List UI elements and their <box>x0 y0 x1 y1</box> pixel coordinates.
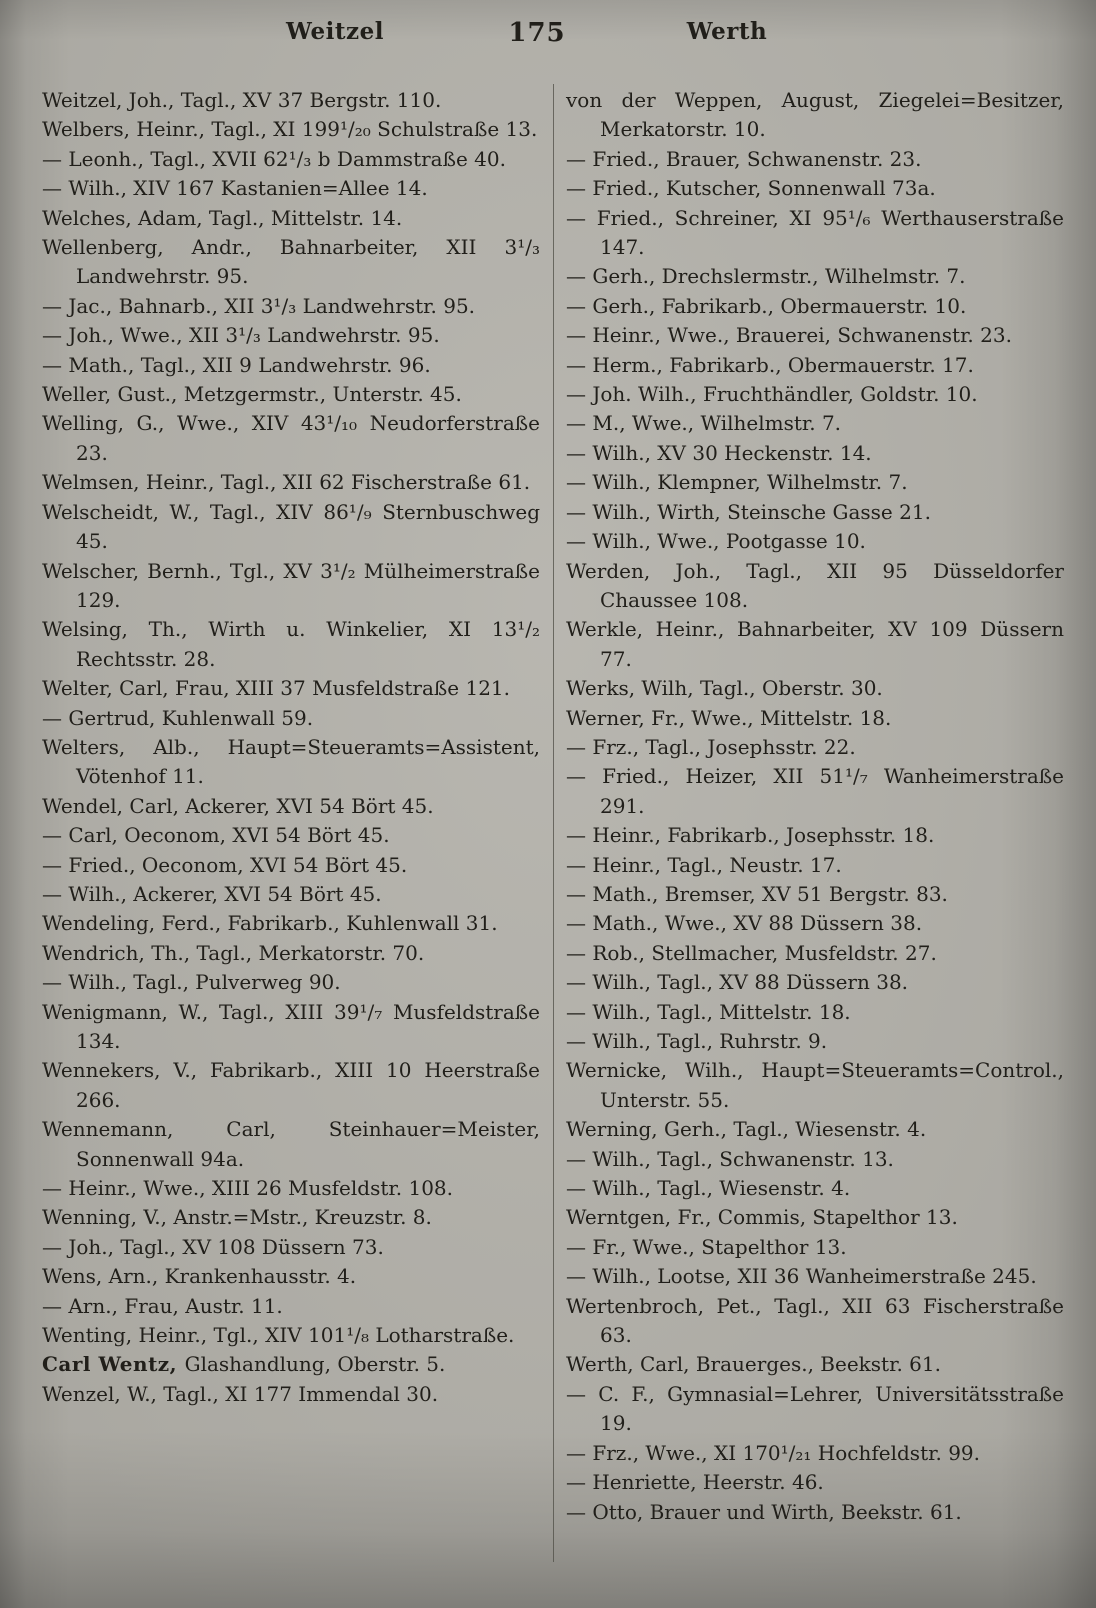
directory-entry: — Heinr., Fabrikarb., Josephsstr. 18. <box>566 823 935 848</box>
directory-entry: Werning, Gerh., Tagl., Wiesenstr. 4. <box>566 1117 927 1142</box>
directory-entry: — Fried., Oeconom, XVI 54 Bört 45. <box>42 852 408 877</box>
directory-entry: — Joh., Tagl., XV 108 Düssern 73. <box>42 1234 384 1259</box>
directory-entry: — Fried., Schreiner, XI 95¹/₆ Werthauserstraße 147. <box>566 205 1064 260</box>
directory-entry: — Otto, Brauer und Wirth, Beekstr. 61. <box>566 1499 962 1524</box>
directory-entry: — C. F., Gymnasial=Lehrer, Universitätsstraße 19. <box>566 1381 1064 1436</box>
right-column <box>566 86 1064 1527</box>
directory-entry: Werner, Fr., Wwe., Mittelstr. 18. <box>566 705 892 730</box>
directory-entry: Welter, Carl, Frau, XIII 37 Musfeldstraße 121. <box>42 676 510 701</box>
page-number: 175 <box>508 18 566 48</box>
directory-entry: Wendrich, Th., Tagl., Merkatorstr. 70. <box>42 940 425 965</box>
header-right-keyword: Werth <box>686 18 768 45</box>
directory-entry: Weitzel, Joh., Tagl., XV 37 Bergstr. 110. <box>42 88 442 112</box>
directory-entry: — Wilh., Wirth, Steinsche Gasse 21. <box>566 499 931 524</box>
directory-entry: Wenzel, W., Tagl., XI 177 Immendal 30. <box>42 1381 439 1406</box>
directory-entry: — Carl, Oeconom, XVI 54 Bört 45. <box>42 823 390 848</box>
directory-entry: — Wilh., Wwe., Pootgasse 10. <box>566 529 866 554</box>
directory-entry: — Wilh., Tagl., Pulverweg 90. <box>42 970 341 995</box>
directory-entry: — Fried., Kutscher, Sonnenwall 73a. <box>566 176 936 201</box>
directory-entry: — Wilh., Tagl., Ruhrstr. 9. <box>566 1029 828 1053</box>
directory-entry: Wellenberg, Andr., Bahnarbeiter, XII 3¹/₃ Landwehrstr. 95. <box>42 235 540 289</box>
directory-entry: Welscher, Bernh., Tgl., XV 3¹/₂ Mülheimerstraße 129. <box>42 558 540 612</box>
entry-highlight-name: Carl Wentz, <box>42 1352 185 1377</box>
directory-entry: Werks, Wilh, Tagl., Oberstr. 30. <box>566 676 883 701</box>
directory-entry: — Wilh., Ackerer, XVI 54 Bört 45. <box>42 881 382 906</box>
directory-entry: — Gerh., Drechslermstr., Wilhelmstr. 7. <box>566 264 966 289</box>
directory-entry: — Heinr., Wwe., Brauerei, Schwanenstr. 23. <box>566 323 1012 348</box>
directory-entry: — Herm., Fabrikarb., Obermauerstr. 17. <box>566 352 974 377</box>
directory-entry: — Wilh., Lootse, XII 36 Wanheimerstraße 245. <box>566 1264 1037 1289</box>
directory-entry: Welmsen, Heinr., Tagl., XII 62 Fischerstraße 61. <box>42 470 531 495</box>
directory-entry: Wertenbroch, Pet., Tagl., XII 63 Fischerstraße 63. <box>566 1293 1064 1348</box>
directory-entry: — Jac., Bahnarb., XII 3¹/₃ Landwehrstr. 95. <box>42 293 476 318</box>
directory-entry: — Henriette, Heerstr. 46. <box>566 1470 824 1495</box>
left-column <box>42 86 540 1409</box>
directory-entry: Weller, Gust., Metzgermstr., Unterstr. 45. <box>42 382 462 407</box>
directory-entry: Wennekers, V., Fabrikarb., XIII 10 Heerstraße 266. <box>42 1058 540 1112</box>
directory-entry: Wennemann, Carl, Steinhauer=Meister, Sonnenwall 94a. <box>42 1117 540 1171</box>
directory-entry: — Wilh., XV 30 Heckenstr. 14. <box>566 440 872 465</box>
directory-entry: — Joh., Wwe., XII 3¹/₃ Landwehrstr. 95. <box>42 323 440 348</box>
directory-entry: — Leonh., Tagl., XVII 62¹/₃ b Dammstraße 40. <box>42 146 506 171</box>
directory-entry: Werntgen, Fr., Commis, Stapelthor 13. <box>566 1205 958 1230</box>
directory-entry: — Math., Bremser, XV 51 Bergstr. 83. <box>566 881 948 906</box>
directory-entry: — M., Wwe., Wilhelmstr. 7. <box>566 411 842 436</box>
directory-entry: Wenigmann, W., Tagl., XIII 39¹/₇ Musfeldstraße 134. <box>42 999 540 1053</box>
directory-entry: — Wilh., Tagl., Schwanenstr. 13. <box>566 1146 894 1171</box>
directory-entry: Wenting, Heinr., Tgl., XIV 101¹/₈ Lotharstraße. <box>42 1323 515 1348</box>
directory-entry: Carl Wentz, Glashandlung, Oberstr. 5. <box>42 1352 446 1377</box>
page-header <box>0 18 1096 54</box>
directory-entry: — Heinr., Wwe., XIII 26 Musfeldstr. 108. <box>42 1176 454 1201</box>
directory-entry: Werkle, Heinr., Bahnarbeiter, XV 109 Düssern 77. <box>566 617 1064 671</box>
directory-entry: Welbers, Heinr., Tagl., XI 199¹/₂₀ Schulstraße 13. <box>42 117 538 142</box>
directory-entry: Werden, Joh., Tagl., XII 95 Düsseldorfer Chaussee 108. <box>566 558 1064 612</box>
directory-entry: — Fried., Heizer, XII 51¹/₇ Wanheimerstraße 291. <box>566 764 1064 818</box>
directory-entry: — Wilh., Tagl., Mittelstr. 18. <box>566 999 851 1024</box>
directory-entry: — Wilh., Tagl., Wiesenstr. 4. <box>566 1176 851 1201</box>
directory-entry: Wendel, Carl, Ackerer, XVI 54 Bört 45. <box>42 793 434 818</box>
directory-entry: Wendeling, Ferd., Fabrikarb., Kuhlenwall 31. <box>42 911 498 936</box>
directory-entry: von der Weppen, August, Ziegelei=Besitzer, Merkatorstr. 10. <box>566 88 1064 142</box>
column-divider-rule <box>553 84 554 1562</box>
directory-entry: — Heinr., Tagl., Neustr. 17. <box>566 852 842 877</box>
header-left-keyword: Weitzel <box>286 18 384 45</box>
directory-entry: — Wilh., Klempner, Wilhelmstr. 7. <box>566 470 908 495</box>
directory-entry: — Arn., Frau, Austr. 11. <box>42 1293 283 1318</box>
directory-entry: Welling, G., Wwe., XIV 43¹/₁₀ Neudorferstraße 23. <box>42 411 540 465</box>
directory-entry: Wernicke, Wilh., Haupt=Steueramts=Control., Unterstr. 55. <box>566 1058 1064 1112</box>
directory-entry: — Fried., Brauer, Schwanenstr. 23. <box>566 146 922 171</box>
directory-entry: — Fr., Wwe., Stapelthor 13. <box>566 1234 847 1259</box>
directory-entry: — Math., Wwe., XV 88 Düssern 38. <box>566 911 923 936</box>
directory-entry: — Frz., Tagl., Josephsstr. 22. <box>566 734 856 759</box>
directory-entry: — Math., Tagl., XII 9 Landwehrstr. 96. <box>42 352 431 377</box>
directory-entry: Welsing, Th., Wirth u. Winkelier, XI 13¹/₂ Rechtsstr. 28. <box>42 617 540 671</box>
directory-entry: — Joh. Wilh., Fruchthändler, Goldstr. 10. <box>566 382 978 407</box>
directory-entry: Welscheidt, W., Tagl., XIV 86¹/₉ Sternbuschweg 45. <box>42 499 540 554</box>
directory-entry: Welches, Adam, Tagl., Mittelstr. 14. <box>42 205 403 230</box>
directory-entry: — Rob., Stellmacher, Musfeldstr. 27. <box>566 940 937 965</box>
directory-entry: — Gerh., Fabrikarb., Obermauerstr. 10. <box>566 293 967 318</box>
directory-entry: — Frz., Wwe., XI 170¹/₂₁ Hochfeldstr. 99. <box>566 1440 980 1465</box>
directory-entry: Wenning, V., Anstr.=Mstr., Kreuzstr. 8. <box>42 1205 432 1230</box>
directory-entry: Werth, Carl, Brauerges., Beekstr. 61. <box>566 1352 941 1377</box>
directory-entry: — Gertrud, Kuhlenwall 59. <box>42 705 314 730</box>
directory-entry: — Wilh., Tagl., XV 88 Düssern 38. <box>566 970 909 995</box>
directory-entry: Welters, Alb., Haupt=Steueramts=Assistent, Vötenhof 11. <box>42 734 540 789</box>
directory-entry: Wens, Arn., Krankenhausstr. 4. <box>42 1264 357 1289</box>
directory-entry: — Wilh., XIV 167 Kastanien=Allee 14. <box>42 176 428 201</box>
